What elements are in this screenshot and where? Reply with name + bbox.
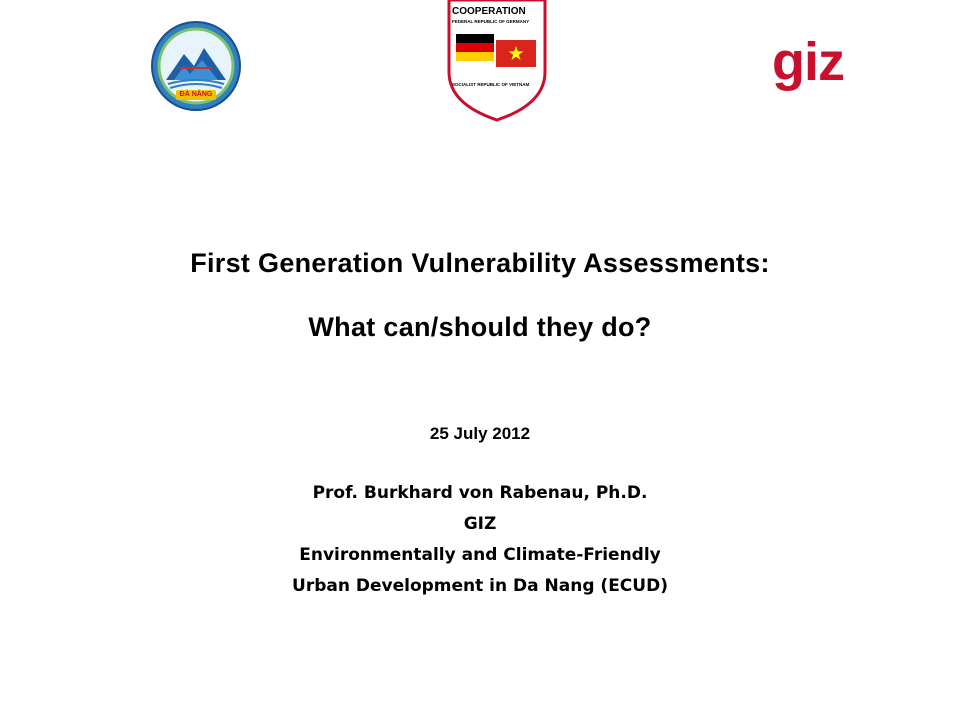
cooperation-title: COOPERATION	[452, 6, 526, 17]
cooperation-bottom-line: SOCIALIST REPUBLIC OF VIETNAM	[452, 82, 530, 87]
presenter-organization: GIZ	[463, 514, 497, 534]
project-name-line-2: Urban Development in Da Nang (ECUD)	[292, 576, 668, 596]
da-nang-city-emblem-icon	[150, 20, 242, 112]
cooperation-top-line: FEDERAL REPUBLIC OF GERMANY	[452, 19, 530, 24]
slide-title-line-1: First Generation Vulnerability Assessments:	[190, 248, 770, 278]
cooperation-germany-vietnam-emblem-icon	[446, 0, 548, 122]
presenter-block	[0, 478, 960, 602]
da-nang-emblem-text: ĐÀ NẴNG	[179, 91, 213, 98]
presenter-name: Prof. Burkhard von Rabenau, Ph.D.	[312, 483, 648, 503]
giz-logo-text: giz	[772, 32, 844, 92]
project-name-line-1: Environmentally and Climate-Friendly	[299, 545, 661, 565]
slide-title-line-2: What can/should they do?	[308, 312, 652, 342]
giz-logo-icon	[772, 32, 852, 102]
presentation-date: 25 July 2012	[429, 424, 531, 443]
